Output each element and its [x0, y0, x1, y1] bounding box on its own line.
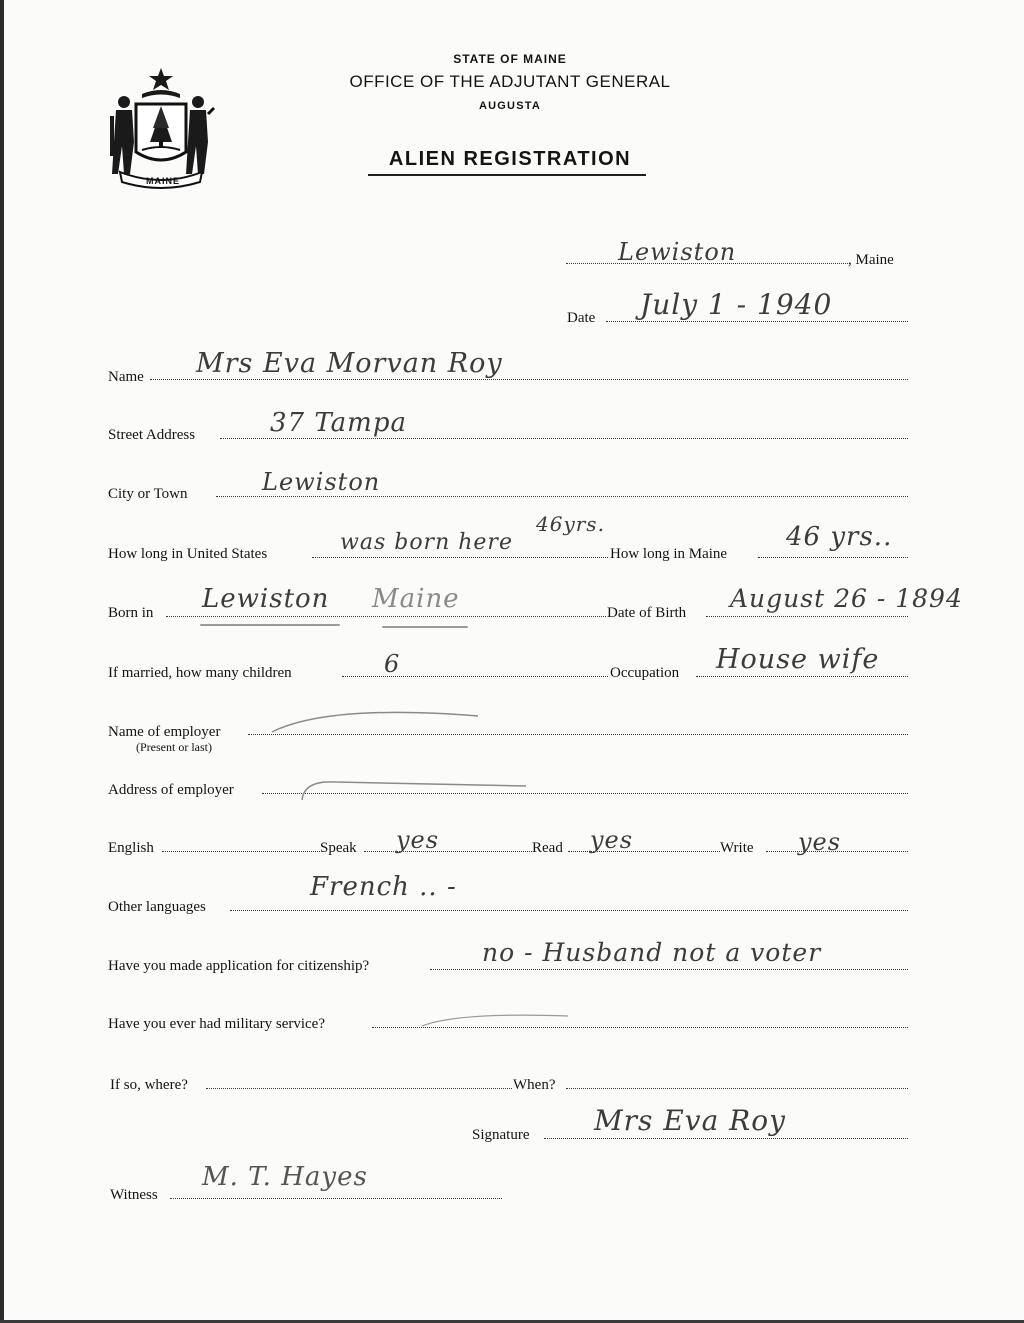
state-heading: STATE OF MAINE [453, 52, 567, 66]
english-line [162, 851, 320, 852]
seal-banner-text: MAINE [146, 176, 180, 186]
occupation-label: Occupation [610, 665, 680, 681]
citizenship-label: Have you made application for citizenship? [108, 958, 370, 974]
street-line [220, 438, 908, 439]
children-value: 6 [384, 650, 401, 678]
english-label: English [108, 840, 154, 856]
born-in-line [166, 616, 606, 617]
other-languages-label: Other languages [108, 899, 206, 915]
employer-address-strike-mark [296, 774, 536, 804]
date-value: July 1 - 1940 [640, 288, 833, 321]
name-label: Name [108, 369, 144, 385]
write-label: Write [720, 840, 754, 856]
employer-label: Name of employer [108, 724, 221, 740]
maine-time-line [758, 557, 908, 558]
us-time-value: was born here [340, 530, 513, 555]
witness-line [170, 1198, 502, 1199]
place-suffix-label: , Maine [848, 252, 894, 268]
name-value: Mrs Eva Morvan Roy [196, 348, 503, 379]
city-line [216, 496, 908, 497]
other-languages-value: French .. - [310, 872, 457, 902]
born-in-value: Lewiston [202, 584, 330, 614]
children-line [342, 676, 608, 677]
speak-label: Speak [320, 840, 357, 856]
dob-line [706, 616, 908, 617]
when-label: When? [513, 1077, 556, 1093]
city-heading: AUGUSTA [479, 100, 541, 112]
witness-label: Witness [110, 1187, 158, 1203]
title-underline [368, 174, 646, 176]
maine-time-value: 46 yrs.. [786, 522, 893, 552]
date-line [606, 321, 908, 322]
city-label: City or Town [108, 486, 188, 502]
where-line [206, 1088, 512, 1089]
form-title: ALIEN REGISTRATION [388, 148, 632, 170]
signature-line [544, 1138, 908, 1139]
signature-value: Mrs Eva Roy [594, 1104, 786, 1137]
maine-seal-image [106, 64, 216, 190]
street-value: 37 Tampa [270, 408, 407, 438]
citizenship-value: no - Husband not a voter [482, 938, 822, 967]
date-label: Date [567, 310, 596, 326]
other-languages-line [230, 910, 908, 911]
employer-sublabel: (Present or last) [136, 740, 212, 754]
scan-edge-left [0, 0, 4, 1323]
signature-label: Signature [472, 1127, 530, 1143]
where-label: If so, where? [110, 1077, 188, 1093]
read-value: yes [590, 826, 634, 854]
dob-label: Date of Birth [607, 605, 687, 621]
born-in-state-value: Maine [372, 584, 460, 614]
employer-address-label: Address of employer [108, 782, 234, 798]
name-line [150, 379, 908, 380]
office-heading: OFFICE OF THE ADJUTANT GENERAL [349, 72, 671, 91]
city-value: Lewiston [262, 468, 381, 496]
children-label: If married, how many children [108, 665, 292, 681]
street-label: Street Address [108, 427, 196, 443]
born-in-underline [200, 624, 340, 626]
born-in-label: Born in [108, 605, 154, 621]
military-label: Have you ever had military service? [108, 1016, 325, 1032]
us-time-note: 46yrs. [536, 512, 605, 536]
place-value: Lewiston [618, 238, 737, 266]
speak-value: yes [396, 826, 440, 854]
citizenship-line [430, 969, 908, 970]
born-in-state-underline [382, 626, 468, 628]
witness-value: M. T. Hayes [202, 1162, 368, 1192]
read-label: Read [532, 840, 563, 856]
employer-strike-mark [268, 700, 488, 740]
occupation-line [696, 676, 908, 677]
us-time-line [312, 557, 608, 558]
maine-time-label: How long in Maine [610, 546, 728, 562]
us-time-label: How long in United States [108, 546, 268, 562]
speak-line [364, 851, 532, 852]
write-value: yes [798, 828, 842, 856]
military-strike-mark [418, 1008, 578, 1032]
dob-value: August 26 - 1894 [730, 584, 963, 613]
when-line [566, 1088, 908, 1089]
occupation-value: House wife [716, 644, 880, 675]
